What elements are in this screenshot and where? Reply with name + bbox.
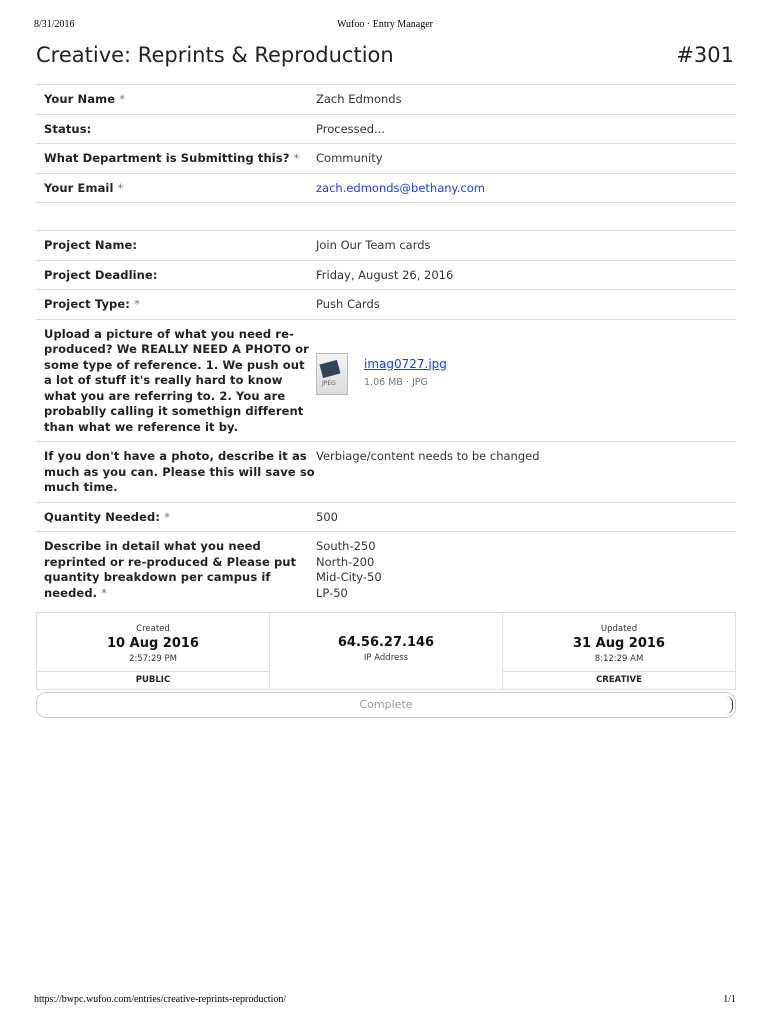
field-value: Friday, August 26, 2016 — [316, 267, 454, 282]
field-value: 500 — [316, 509, 338, 524]
field-row — [36, 290, 736, 320]
field-row — [36, 503, 736, 533]
updated-info: Updated 31 Aug 2016 8:12:29 AM CREATIVE — [503, 613, 735, 689]
field-value: Push Cards — [316, 297, 380, 311]
field-label: Project Name: — [44, 238, 138, 252]
attachment-meta: 1.06 MB · JPG — [364, 377, 428, 388]
field-row — [36, 532, 736, 607]
status-value: Processed... — [316, 121, 385, 136]
public-tag: PUBLIC — [37, 671, 269, 689]
field-label: Your Name * — [44, 92, 126, 106]
field-label: Status: — [44, 121, 92, 136]
print-title: Wufoo · Entry Manager — [337, 19, 433, 30]
field-row — [36, 231, 736, 261]
field-row — [36, 174, 736, 204]
field-label: Upload a picture of what you need re-produced? We REALLY NEED A PHOTO or some type of reference. 1. We push out a lot of stuff it's really hard to know what you are referring to. 2. You are probablly calling it somethign different than what we reference it by. — [44, 326, 309, 434]
attachment — [316, 353, 736, 395]
attachment-link[interactable]: imag0727.jpg — [364, 356, 447, 371]
print-date: 8/31/2016 — [34, 19, 75, 30]
field-value: Join Our Team cards — [316, 238, 431, 252]
field-label: Project Type: * — [44, 297, 140, 311]
field-label: If you don't have a photo, describe it as much as you can. Please this will save so much time. — [44, 449, 315, 494]
section-divider — [36, 203, 736, 231]
complete-button[interactable]: Complete — [36, 692, 736, 718]
ip-info: 64.56.27.146 IP Address — [269, 613, 503, 689]
field-row — [36, 85, 736, 115]
entry-fields — [36, 84, 736, 607]
created-info: Created 10 Aug 2016 2:57:29 PM PUBLIC — [37, 613, 269, 689]
field-row — [36, 261, 736, 291]
print-url: https://bwpc.wufoo.com/entries/creative-reprints-reproduction/ — [34, 994, 287, 1005]
field-row — [36, 442, 736, 503]
entry-number: #301 — [676, 43, 734, 67]
email-link[interactable]: zach.edmonds@bethany.com — [316, 180, 485, 195]
field-label: Your Email * — [44, 180, 124, 195]
field-label: Describe in detail what you need reprinted or re-produced & Please put quantity breakdown per campus if needed. * — [44, 539, 297, 600]
field-value: South-250 North-200 Mid-City-50 LP-50 — [316, 539, 382, 600]
field-label: Quantity Needed: * — [44, 509, 171, 524]
field-value: Community — [316, 151, 383, 165]
page-title: Creative: Reprints & Reproduction — [36, 43, 394, 67]
jpeg-file-icon: JPEG — [316, 353, 348, 395]
field-label: Project Deadline: — [44, 267, 158, 282]
field-row — [36, 320, 736, 443]
print-page: 1/1 — [723, 994, 736, 1005]
field-row — [36, 115, 736, 145]
field-label: What Department is Submitting this? * — [44, 151, 300, 165]
field-value: Zach Edmonds — [316, 92, 402, 106]
entry-meta — [36, 612, 736, 690]
field-row — [36, 144, 736, 174]
creative-tag: CREATIVE — [503, 671, 735, 689]
field-value: Verbiage/content needs to be changed — [316, 449, 540, 463]
